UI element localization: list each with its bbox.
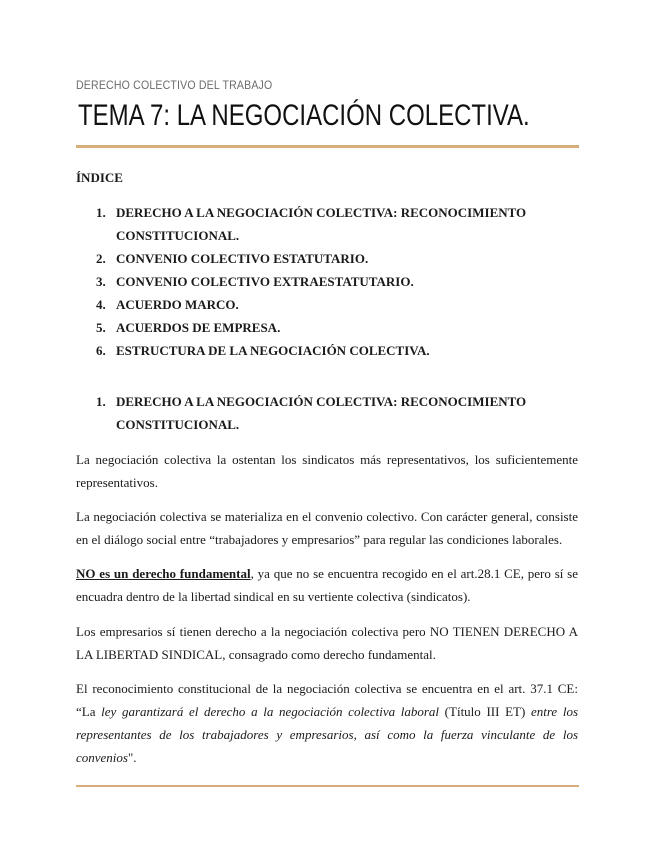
quote-italic: entre los representantes de los trabajadores y empresarios, así como la fuerza vinculante de los convenios: [76, 704, 579, 765]
index-item: 6. ESTRUCTURA DE LA NEGOCIACIÓN COLECTIVA.: [96, 343, 430, 358]
title-divider: [76, 145, 579, 148]
paragraph: Los empresarios sí tienen derecho a la negociación colectiva pero NO TIENEN DERECHO A LA LIBERTAD SINDICAL, consagrado como derecho fundamental.: [76, 624, 578, 662]
index-item: 3. CONVENIO COLECTIVO EXTRAESTATUTARIO.: [96, 274, 414, 289]
paragraph: La negociación colectiva la ostentan los sindicatos más representativos, los suficientemente representativos.: [76, 452, 578, 490]
index-item: 5. ACUERDOS DE EMPRESA.: [96, 320, 281, 335]
page-title: TEMA 7: LA NEGOCIACIÓN COLECTIVA.: [78, 99, 530, 132]
paragraph: El reconocimiento constitucional de la negociación colectiva se encuentra en el art. 37.1 CE: “La ley garantizará el derecho a la negociación colectiva laboral (Título III ET) entre los representantes de los trabajadores y empresarios, así como la fuerza vinculante de los convenios".: [76, 681, 579, 765]
index-item: 2. CONVENIO COLECTIVO ESTATUTARIO.: [96, 251, 369, 266]
index-heading: ÍNDICE: [76, 170, 123, 185]
index-item: 1. DERECHO A LA NEGOCIACIÓN COLECTIVA: RECONOCIMIENTO CONSTITUCIONAL.: [96, 205, 527, 243]
paragraph: La negociación colectiva se materializa en el convenio colectivo. Con carácter general, consiste en el diálogo social entre “trabajadores y empresarios” para regular las condiciones laborales.: [76, 509, 578, 547]
section-heading: 1. DERECHO A LA NEGOCIACIÓN COLECTIVA: RECONOCIMIENTO CONSTITUCIONAL.: [96, 394, 527, 432]
paragraph: NO es un derecho fundamental, ya que no se encuentra recogido en el art.28.1 CE, pero sí se encuadra dentro de la libertad sindical en su vertiente colectiva (sindicatos).: [76, 566, 578, 604]
emphasis-text: NO es un derecho fundamental: [76, 566, 251, 581]
section-heading-list: [96, 390, 556, 436]
footer-divider: [76, 785, 579, 787]
index-item: 4. ACUERDO MARCO.: [96, 297, 239, 312]
quote-italic: ley garantizará el derecho a la negociación colectiva laboral: [101, 704, 440, 719]
index-list: [96, 201, 556, 362]
course-kicker: DERECHO COLECTIVO DEL TRABAJO: [76, 78, 273, 92]
